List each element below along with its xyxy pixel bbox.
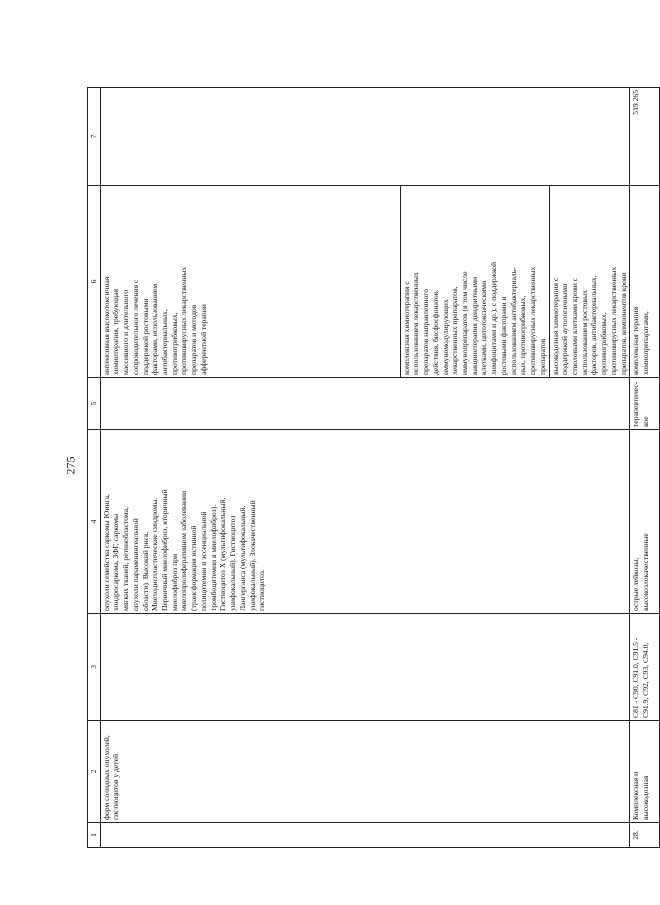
row-number: 28. — [630, 823, 660, 848]
page-number: 275 — [63, 456, 78, 475]
method-line: лекарственных препаратов, — [450, 286, 460, 375]
method-line: использованием лекарственных — [411, 272, 421, 375]
column-header-2: 2 — [88, 721, 101, 823]
care-name-line: форм солидных опухолей, — [101, 735, 111, 820]
method-line: вакцинотерапия дендритными — [469, 276, 479, 375]
method-line: стволовыми клетками крови с — [569, 277, 579, 375]
cost-cell-empty — [100, 88, 630, 186]
method-line: лимфоцитами и др.), с поддержкой — [489, 261, 499, 375]
model-line: Первичный миелофиброз, вторичный — [160, 489, 170, 611]
method-line: массивного и длительного — [121, 289, 131, 375]
model-line: гистиоцитоз. — [257, 569, 267, 611]
model-line: мягких тканей, ретинобластома, — [121, 507, 131, 611]
model-line: Лангерганса (мультифокальный, — [237, 505, 247, 611]
method-line: высокодозная химиотерапия с — [550, 277, 560, 375]
method-line: противогрибковых, — [599, 312, 609, 375]
cost-cell: 519 265 — [630, 88, 660, 186]
method-line: химиопрепаратами, — [640, 311, 650, 375]
method-line: комплексная терапия — [631, 306, 641, 375]
icd-codes-cell — [100, 614, 630, 721]
column-number-row — [88, 88, 101, 848]
method-line: препаратов направленного — [421, 289, 431, 375]
care-name-cell — [100, 721, 630, 823]
method-line: использованием антибактериаль- — [508, 267, 518, 375]
model-line: полицитемии и эссенциальной — [198, 511, 208, 611]
model-line: высокозлокачественные — [640, 533, 650, 611]
method-line: комплексная химиотерапия с — [401, 281, 411, 375]
method-line: противовирусных лекарственных — [179, 266, 189, 375]
column-header-5: 5 — [88, 378, 101, 430]
care-name-line: гистиоцитов у детей — [111, 753, 121, 820]
model-line: опухоли параменингеальной — [130, 518, 140, 611]
treatment-method-cell-3 — [549, 186, 630, 378]
model-line: миелофиброз при — [169, 553, 179, 611]
medical-care-table — [87, 87, 660, 848]
model-line: Гистиоцитоз X (мультифокальный, — [218, 497, 228, 611]
treatment-type-cell — [100, 378, 630, 430]
model-line: опухоли семейства саркомы Юинга, — [101, 494, 111, 611]
treatment-method-cell-1 — [100, 186, 400, 378]
column-header-3: 3 — [88, 614, 101, 721]
model-line: острые лейкозы, — [631, 557, 641, 611]
treatment-type-cell: терапевтичес-кое — [630, 378, 660, 430]
method-line: препаратов — [537, 338, 547, 375]
method-line: противовирусных лекарственных — [608, 266, 618, 375]
care-name-line: Комплексная и — [631, 771, 641, 820]
icd-code-line: C91.9, C92, C93, C94.0, — [640, 642, 650, 718]
patient-model-cell — [630, 430, 660, 614]
model-line: области). Высокий риск. — [140, 531, 150, 611]
care-name-line: высокодозная — [640, 775, 650, 820]
method-line: факторов, антибактериальных, — [589, 275, 599, 375]
table-row-28 — [630, 88, 660, 848]
method-line: противогрибковых, — [169, 312, 179, 375]
model-line: унифокальный). Гистиоцитоз — [228, 515, 238, 611]
treatment-method-cell-2 — [400, 186, 549, 378]
icd-code-line: C81 - C90, C91.0, C91.5 - — [631, 637, 641, 718]
model-line: Миелодиспластические синдромы. — [150, 497, 160, 611]
method-line: клетками, цитотоксическими — [479, 280, 489, 375]
column-header-1: 1 — [88, 823, 101, 848]
method-line: противовирусных лекарственных — [528, 266, 538, 375]
patient-model-cell — [100, 430, 630, 614]
care-name-cell — [630, 721, 660, 823]
method-line: действия, бисфосфонатов, — [430, 289, 440, 375]
rotated-table-container — [87, 88, 650, 848]
method-line: сопроводительного лечения с — [130, 279, 140, 375]
method-line: ростовыми факторами и — [498, 296, 508, 375]
method-line: поддержкой аутологичными — [560, 283, 570, 375]
method-line: препаратов, компонентов крови — [618, 272, 628, 375]
model-line: хондросаркома, ЗФГ, саркомы — [111, 513, 121, 611]
model-line: унифокальный). Злокачественный — [247, 500, 257, 611]
method-line: антибактериальных, — [160, 309, 170, 375]
method-line: факторами, использованием — [150, 283, 160, 375]
method-line: иммунопрепаратов (в том числе — [460, 271, 470, 375]
model-line: миелопролиферативном заболевании — [179, 490, 189, 611]
treatment-method-cell — [630, 186, 660, 378]
method-line: использованием ростовых — [579, 290, 589, 375]
row-number-cell-empty — [100, 823, 630, 848]
method-line: химиотерапия, требующая — [111, 289, 121, 375]
icd-codes-cell — [630, 614, 660, 721]
method-line: интенсивная высокотоксичная — [101, 276, 111, 375]
column-header-7: 7 — [88, 88, 101, 186]
column-header-6: 6 — [88, 186, 101, 378]
method-line: препаратов и методов — [189, 304, 199, 375]
model-line: тромбоцитемии в миелофиброз). — [208, 504, 218, 611]
method-line: поддержкой ростовыми — [140, 298, 150, 375]
method-line: иммуномодулирующих — [440, 299, 450, 375]
method-line: ных, противогрибковых, — [518, 295, 528, 375]
method-line: афферентной терапии — [198, 304, 208, 375]
table-row-continued — [100, 88, 400, 848]
model-line: (трансформация истинной — [189, 525, 199, 611]
column-header-4: 4 — [88, 430, 101, 614]
